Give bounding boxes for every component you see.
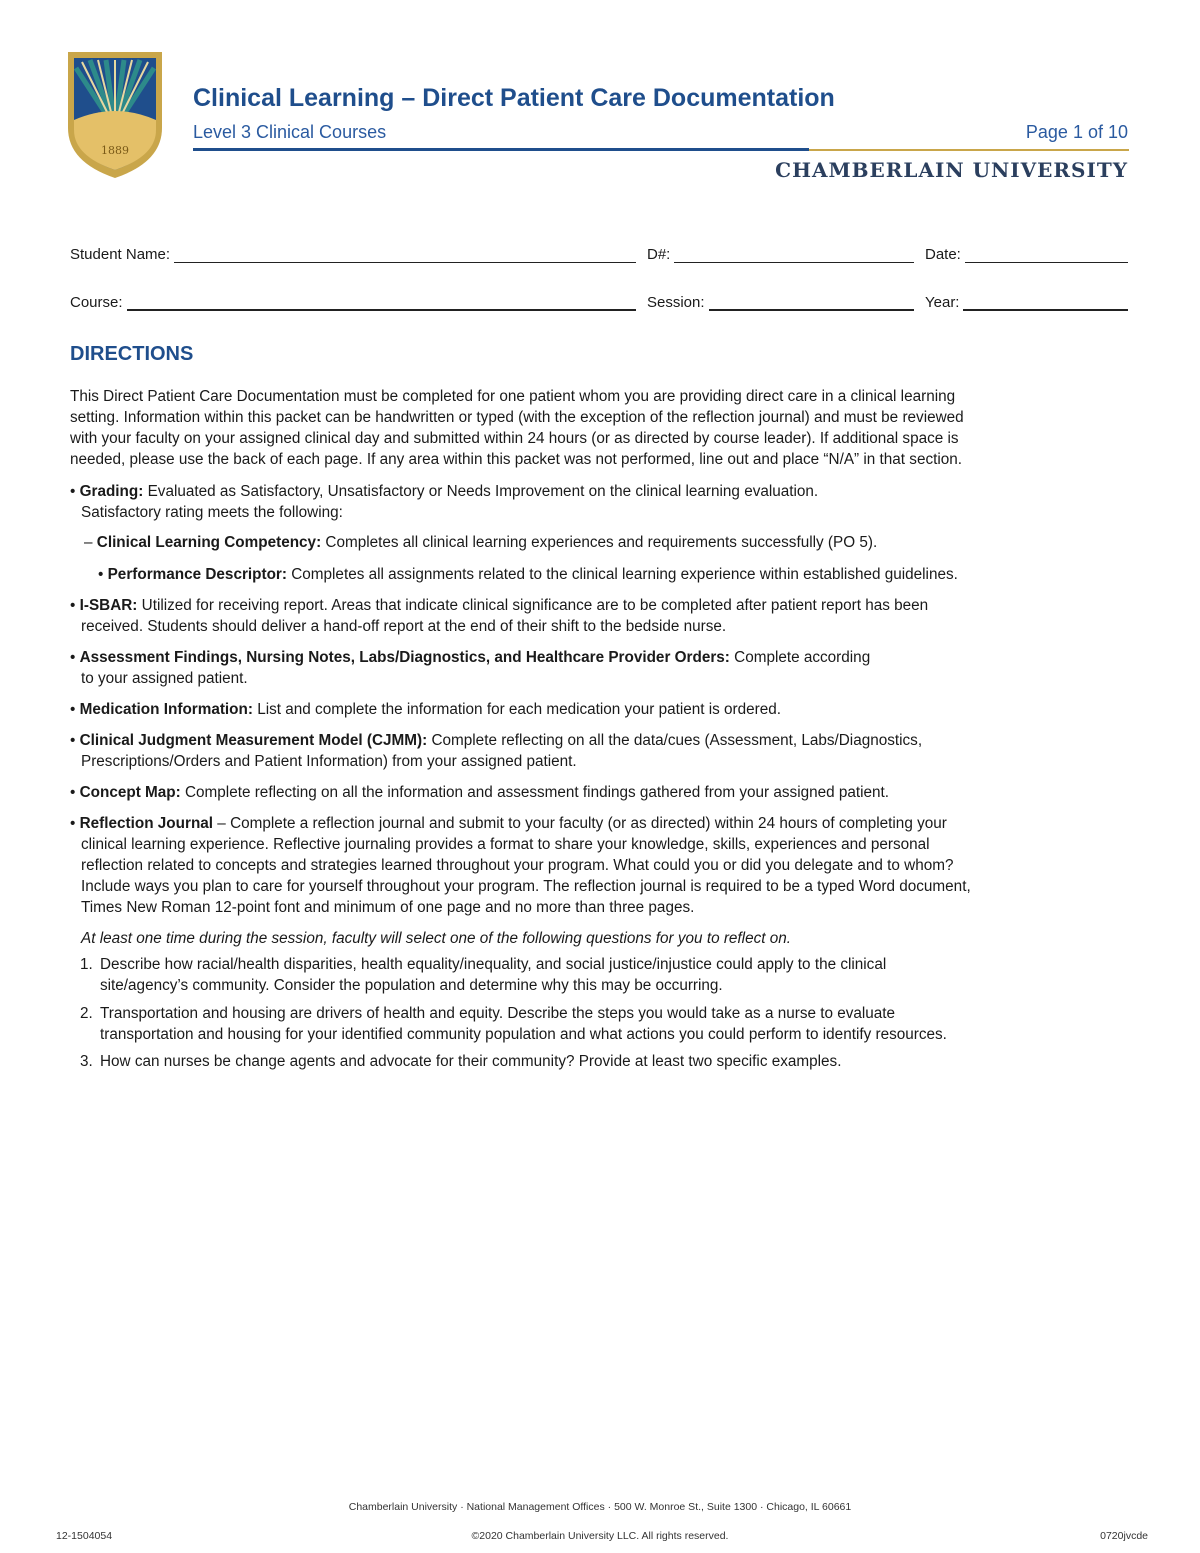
- university-crest-logo: [66, 50, 164, 180]
- question-3-line-a: How can nurses be change agents and advocate for their community? Provide at least two specific examples.: [100, 1053, 842, 1070]
- date-label: Date:: [925, 246, 961, 263]
- isbar-item: [70, 595, 1130, 637]
- reflection-journal-item: [70, 813, 1130, 918]
- directions-intro: [70, 386, 1130, 470]
- d-number-label: D#:: [647, 246, 671, 263]
- bullet-icon: •: [70, 732, 76, 749]
- assessment-label: Assessment Findings, Nursing Notes, Labs/Diagnostics, and Healthcare Provider Orders:: [79, 649, 730, 666]
- competency-label: Clinical Learning Competency:: [96, 534, 322, 551]
- grading-label: Grading:: [79, 483, 144, 500]
- student-name-line[interactable]: [174, 248, 636, 263]
- concept-label: Concept Map:: [79, 784, 181, 801]
- bullet-icon: •: [98, 566, 104, 583]
- course-line[interactable]: [127, 295, 636, 311]
- student-name-field[interactable]: [70, 246, 636, 263]
- question-number: 3.: [80, 1053, 93, 1070]
- reflection-text-5: Times New Roman 12-point font and minimum of one page and no more than three pages.: [81, 899, 695, 916]
- questions-intro: At least one time during the session, faculty will select one of the following questions for you to reflect on.: [81, 930, 791, 947]
- university-wordmark: CHAMBERLAIN UNIVERSITY: [775, 158, 1128, 182]
- footer-revision: 0720jvcde: [1100, 1530, 1148, 1542]
- question-1-line-b: site/agency’s community. Consider the population and determine why this may be occurring.: [100, 977, 723, 994]
- session-line[interactable]: [709, 295, 914, 311]
- competency-text: Completes all clinical learning experiences and requirements successfully (PO 5).: [321, 534, 878, 551]
- intro-line: This Direct Patient Care Documentation must be completed for one patient whom you are providing direct care in a clinical learning: [70, 388, 956, 405]
- footer-doc-id: 12-1504054: [56, 1530, 113, 1542]
- header-rule-gold: [809, 149, 1129, 151]
- cjmm-text: Complete reflecting on all the data/cues (Assessment, Labs/Diagnostics,: [427, 732, 923, 749]
- reflection-text: – Complete a reflection journal and submit to your faculty (or as directed) within 24 hours of completing your: [213, 815, 947, 832]
- grading-text-2: Satisfactory rating meets the following:: [81, 504, 343, 521]
- question-2-line-b: transportation and housing for your identified community population and what actions you could perform to identify resources.: [100, 1026, 947, 1043]
- session-field[interactable]: [647, 294, 914, 311]
- descriptor-label: Performance Descriptor:: [107, 566, 287, 583]
- medication-label: Medication Information:: [79, 701, 253, 718]
- reflection-label: Reflection Journal: [79, 815, 214, 832]
- competency-item: [84, 532, 1124, 553]
- concept-text: Complete reflecting on all the information and assessment findings gathered from your assigned patient.: [180, 784, 890, 801]
- bullet-icon: •: [70, 815, 76, 832]
- intro-line: with your faculty on your assigned clinical day and submitted within 24 hours (or as directed by course leader). If additional space is: [70, 430, 959, 447]
- question-number: 2.: [80, 1005, 93, 1022]
- d-number-field[interactable]: [647, 246, 914, 263]
- concept-map-item: [70, 782, 1130, 803]
- d-number-line[interactable]: [674, 248, 914, 263]
- bullet-icon: •: [70, 784, 76, 801]
- bullet-icon: •: [70, 649, 76, 666]
- question-1-line-a: Describe how racial/health disparities, health equality/inequality, and social justice/injustice could apply to the clinical: [100, 956, 887, 973]
- year-field[interactable]: [925, 294, 1128, 311]
- student-name-label: Student Name:: [70, 246, 171, 263]
- header-rule-blue: [193, 148, 809, 151]
- reflection-text-4: Include ways you plan to care for yourself throughout your program. The reflection journal is required to be a typed Word document,: [81, 878, 971, 895]
- cjmm-item: [70, 730, 1130, 772]
- bullet-icon: •: [70, 701, 76, 718]
- year-label: Year:: [925, 294, 960, 311]
- cjmm-label: Clinical Judgment Measurement Model (CJMM):: [79, 732, 428, 749]
- bullet-icon: •: [70, 597, 76, 614]
- question-1: [80, 954, 1125, 996]
- reflection-text-2: clinical learning experience. Reflective journaling provides a format to share your knowledge, skills, experiences and personal: [81, 836, 930, 853]
- page-subtitle: Level 3 Clinical Courses: [193, 122, 387, 142]
- grading-item: [70, 481, 1130, 523]
- intro-line: setting. Information within this packet can be handwritten or typed (with the exception of the reflection journal) and must be reviewed: [70, 409, 964, 426]
- descriptor-item: [98, 564, 1128, 585]
- medication-text: List and complete the information for each medication your patient is ordered.: [252, 701, 782, 718]
- question-2: [80, 1003, 1125, 1045]
- year-line[interactable]: [963, 295, 1128, 311]
- directions-heading: DIRECTIONS: [70, 343, 194, 365]
- session-label: Session:: [647, 294, 705, 311]
- assessment-item: [70, 647, 1130, 689]
- medication-item: [70, 699, 1130, 720]
- page-number: Page 1 of 10: [1025, 122, 1128, 142]
- isbar-text-2: received. Students should deliver a hand-off report at the end of their shift to the bedside nurse.: [81, 618, 727, 635]
- page-title: Clinical Learning – Direct Patient Care Documentation: [193, 84, 835, 112]
- question-3: [80, 1051, 1125, 1072]
- reflection-text-3: reflection related to concepts and strategies learned throughout your program. What could you or did you delegate and to whom?: [81, 857, 954, 874]
- isbar-text: Utilized for receiving report. Areas that indicate clinical significance are to be completed after patient report has been: [137, 597, 929, 614]
- crest-year: 1889: [101, 144, 129, 157]
- grading-text: Evaluated as Satisfactory, Unsatisfactory or Needs Improvement on the clinical learning evaluation.: [143, 483, 819, 500]
- isbar-label: I-SBAR:: [79, 597, 138, 614]
- course-label: Course:: [70, 294, 123, 311]
- footer-copyright: ©2020 Chamberlain University LLC. All rights reserved.: [471, 1530, 729, 1542]
- question-2-line-a: Transportation and housing are drivers of health and equity. Describe the steps you would take as a nurse to evaluate: [100, 1005, 896, 1022]
- footer-address: Chamberlain University · National Management Offices · 500 W. Monroe St., Suite 1300 · Chicago, IL 60661: [348, 1501, 852, 1513]
- assessment-text: Complete according: [729, 649, 871, 666]
- dash-icon: –: [84, 534, 93, 551]
- assessment-text-2: to your assigned patient.: [81, 670, 248, 687]
- descriptor-text: Completes all assignments related to the clinical learning experience within established guidelines.: [286, 566, 958, 583]
- cjmm-text-2: Prescriptions/Orders and Patient Information) from your assigned patient.: [81, 753, 577, 770]
- bullet-icon: •: [70, 483, 76, 500]
- question-number: 1.: [80, 956, 93, 973]
- date-field[interactable]: [925, 246, 1128, 263]
- intro-line: needed, please use the back of each page. If any area within this packet was not performed, line out and place “N/A” in that section.: [70, 451, 963, 468]
- course-field[interactable]: [70, 294, 636, 311]
- date-line[interactable]: [965, 248, 1128, 263]
